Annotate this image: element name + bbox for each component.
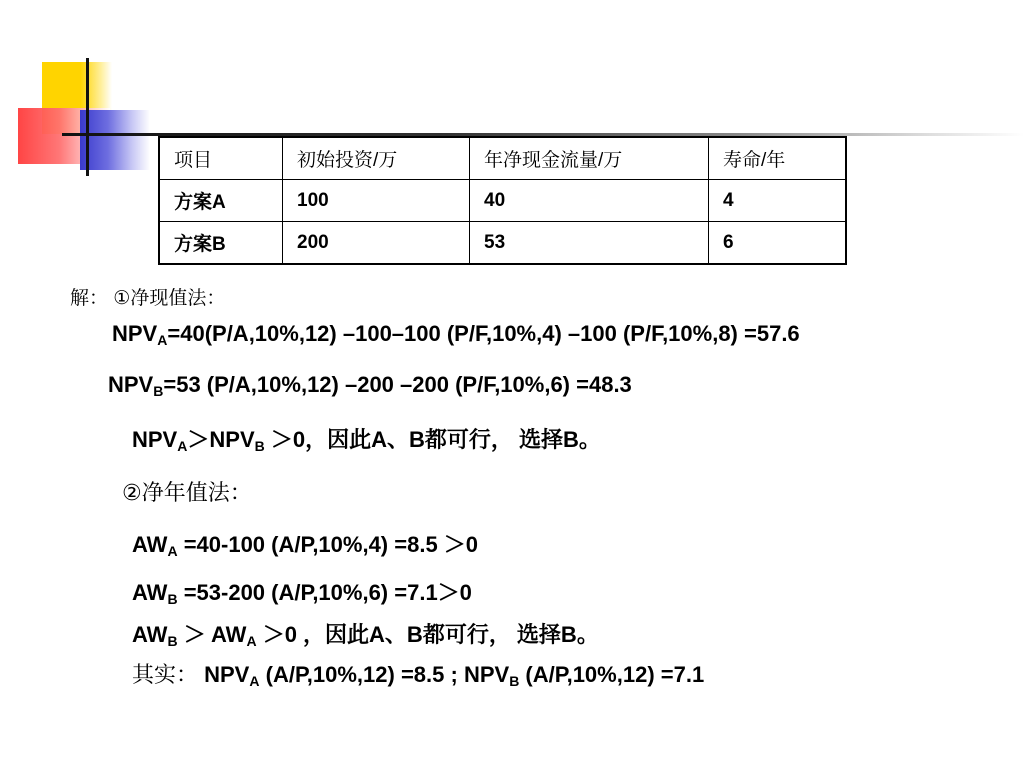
note-npv-b-subscript: B [509,673,520,689]
aw-a-symbol: AW [132,532,168,557]
aw-b-formula [132,576,472,607]
note-npv-a-symbol: NPV [204,662,250,687]
npv-b-expression: =53 (P/A,10%,12) –200 –200 (P/F,10%,6) =48.3 [163,372,632,397]
note-npv-b-expression: (A/P,10%,12) =7.1 [519,662,705,687]
npv-a-subscript: A [157,332,168,348]
method1-title: ①净现值法： [113,288,226,309]
aw-comparison-operator: ＞ [177,622,211,647]
aw-b-subscript: B [167,591,178,607]
npv-a-symbol: NPV [112,321,158,346]
aw-comparison-conclusion: ＞0 ，因此A、B都可行， 选择B。 [256,622,599,647]
aw-comparison-left-subscript: B [167,633,178,649]
comparison-left-symbol: NPV [132,427,178,452]
npv-a-expression: =40(P/A,10%,12) –100–100 (P/F,10%,4) –100 (P/F,10%,8) =57.6 [167,321,800,346]
aw-comparison-right-symbol: AW [211,622,247,647]
comparison-right-subscript: B [254,438,265,454]
table-cell-plan: 方案B [159,222,283,265]
table-header-cell: 初始投资/万 [283,137,470,180]
note-npv-a-expression: (A/P,10%,12) =8.5 ; [259,662,464,687]
comparison-right-symbol: NPV [209,427,255,452]
note-npv-b-symbol: NPV [463,662,510,687]
table-header-cell: 寿命/年 [709,137,847,180]
comparison-left-subscript: A [177,438,188,454]
aw-a-subscript: A [167,543,178,559]
note-npv-a-subscript: A [249,673,260,689]
blue-square-decoration [80,110,150,170]
npv-a-formula [112,321,800,348]
aw-comparison-left-symbol: AW [132,622,168,647]
investment-table [158,136,847,265]
table-header-cell: 项目 [159,137,283,180]
table-header-row [159,137,846,180]
npv-b-subscript: B [153,383,164,399]
solution-heading [70,283,225,310]
table-cell: 40 [470,180,709,222]
comparison-conclusion: ＞0，因此A、B都可行， 选择B。 [264,427,601,452]
table-row [159,222,846,265]
aw-comparison [132,618,599,649]
comparison-operator: ＞ [187,427,210,452]
aw-a-expression: =40-100 (A/P,10%,4) =8.5 ＞0 [177,532,479,557]
npv-comparison [132,423,601,454]
table-cell: 200 [283,222,470,265]
note-line [132,658,704,689]
aw-b-symbol: AW [132,580,168,605]
npv-b-symbol: NPV [108,372,154,397]
vertical-rule [86,58,89,176]
table-cell-plan: 方案A [159,180,283,222]
aw-comparison-right-subscript: A [246,633,257,649]
aw-b-expression: =53-200 (A/P,10%,6) =7.1＞0 [177,580,472,605]
table-row [159,180,846,222]
table-cell: 6 [709,222,847,265]
table-cell: 53 [470,222,709,265]
table-cell: 100 [283,180,470,222]
table-cell: 4 [709,180,847,222]
aw-a-formula [132,528,478,559]
npv-b-formula [108,372,632,399]
note-label: 其实： [132,662,205,687]
solution-label: 解： [70,288,109,309]
method2-title: ②净年值法： [122,480,252,505]
table-header-cell: 年净现金流量/万 [470,137,709,180]
